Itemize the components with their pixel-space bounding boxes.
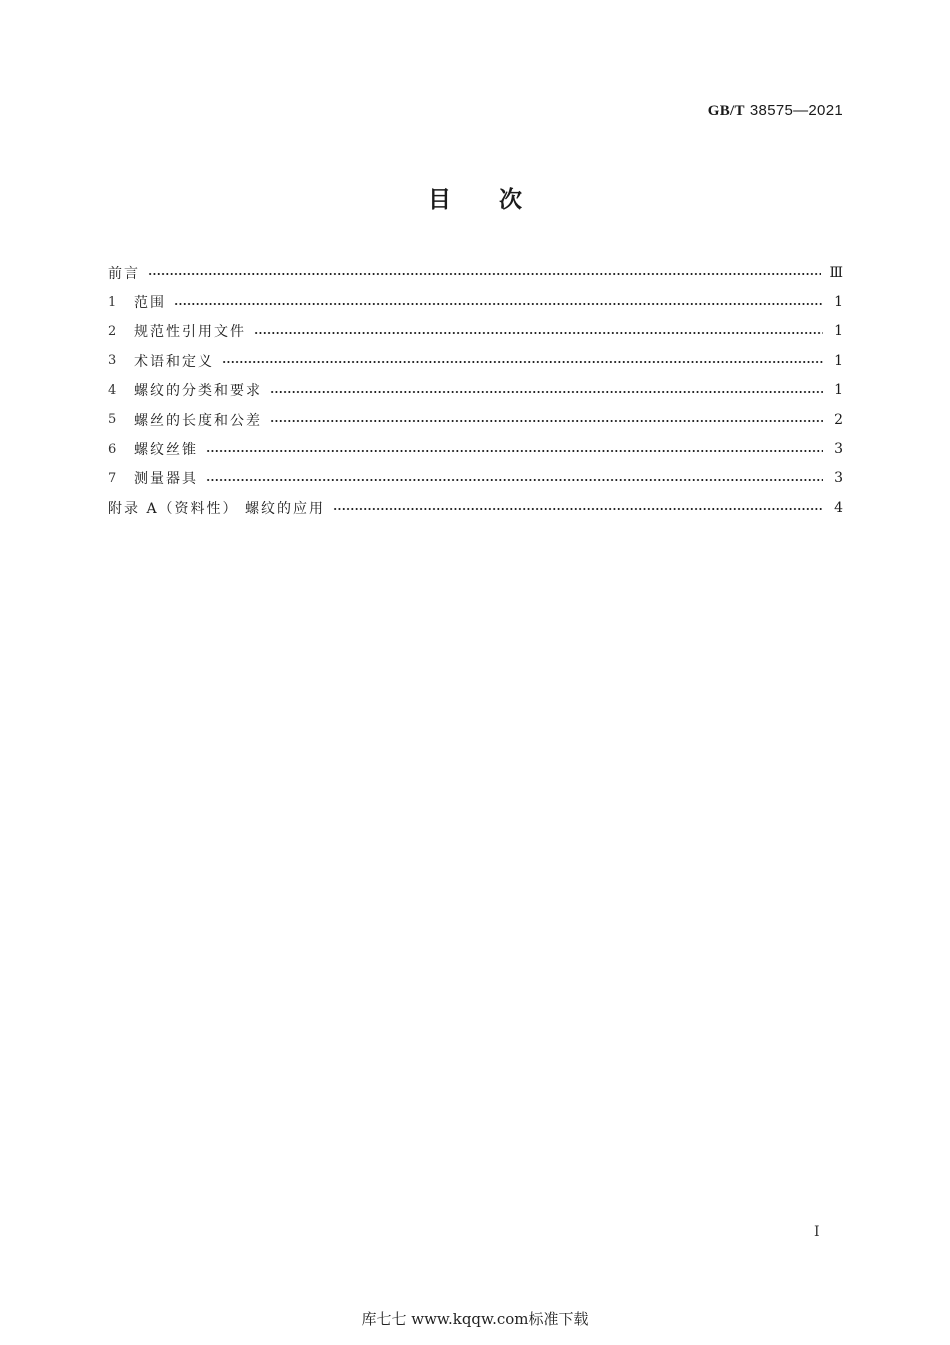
toc-entry-label: 测量器具 <box>134 471 198 488</box>
toc-entry-page: 1 <box>834 352 843 369</box>
toc-entry-number: 3 <box>108 353 117 369</box>
toc-leader-dots <box>270 420 823 422</box>
toc-entry-4[interactable] <box>108 376 843 405</box>
toc-leader-dots <box>206 479 823 481</box>
toc-entry-number: 7 <box>108 470 117 486</box>
toc-leader-dots <box>148 273 821 275</box>
toc-entry-page: Ⅲ <box>829 264 843 281</box>
footer-watermark: 库七七 www.kqqw.com标准下载 <box>361 1310 589 1328</box>
toc-entry-label: 附录 A（资料性） 螺纹的应用 <box>108 500 326 517</box>
toc-entry-label: 范围 <box>134 295 166 312</box>
toc-entry-number: 4 <box>108 382 117 398</box>
page-title: 目次 <box>428 187 570 213</box>
toc-entry-page: 1 <box>834 323 843 340</box>
toc-entry-number: 1 <box>108 294 117 310</box>
toc-entry-appendix-a[interactable] <box>108 493 843 522</box>
toc-entry-5[interactable] <box>108 405 843 434</box>
toc-entry-1[interactable] <box>108 287 843 316</box>
toc-leader-dots <box>206 450 823 452</box>
toc-entry-number: 6 <box>108 441 117 457</box>
toc-entry-2[interactable] <box>108 317 843 346</box>
toc-entry-page: 3 <box>834 470 843 487</box>
toc-entry-page: 2 <box>834 411 843 428</box>
toc-entry-label: 螺纹丝锥 <box>134 442 198 459</box>
toc-leader-dots <box>222 361 823 363</box>
toc-entry-number: 2 <box>108 323 117 339</box>
page-number: I <box>814 1224 820 1240</box>
toc-entry-foreword[interactable] <box>108 258 843 287</box>
toc-entry-page: 1 <box>834 294 843 311</box>
toc-leader-dots <box>270 391 823 393</box>
standard-code <box>708 101 843 120</box>
toc-entry-page: 3 <box>834 441 843 458</box>
toc-leader-dots <box>254 332 823 334</box>
toc-entry-3[interactable] <box>108 346 843 375</box>
toc-entry-label: 前言 <box>108 265 140 282</box>
toc-entry-page: 4 <box>834 499 843 516</box>
toc-leader-dots <box>333 508 823 510</box>
toc-entry-label: 术语和定义 <box>134 353 214 370</box>
toc-entry-6[interactable] <box>108 434 843 463</box>
toc-entry-7[interactable] <box>108 464 843 493</box>
toc-entry-number: 5 <box>108 412 117 428</box>
toc-entry-label: 螺纹的分类和要求 <box>134 383 262 400</box>
toc-leader-dots <box>174 303 823 305</box>
toc-entry-page: 1 <box>834 382 843 399</box>
standard-prefix: GB/T <box>707 103 745 119</box>
toc-entry-label: 规范性引用文件 <box>134 324 246 341</box>
standard-number: 38575—2021 <box>749 102 843 119</box>
table-of-contents <box>108 258 843 523</box>
toc-entry-label: 螺丝的长度和公差 <box>134 412 262 429</box>
